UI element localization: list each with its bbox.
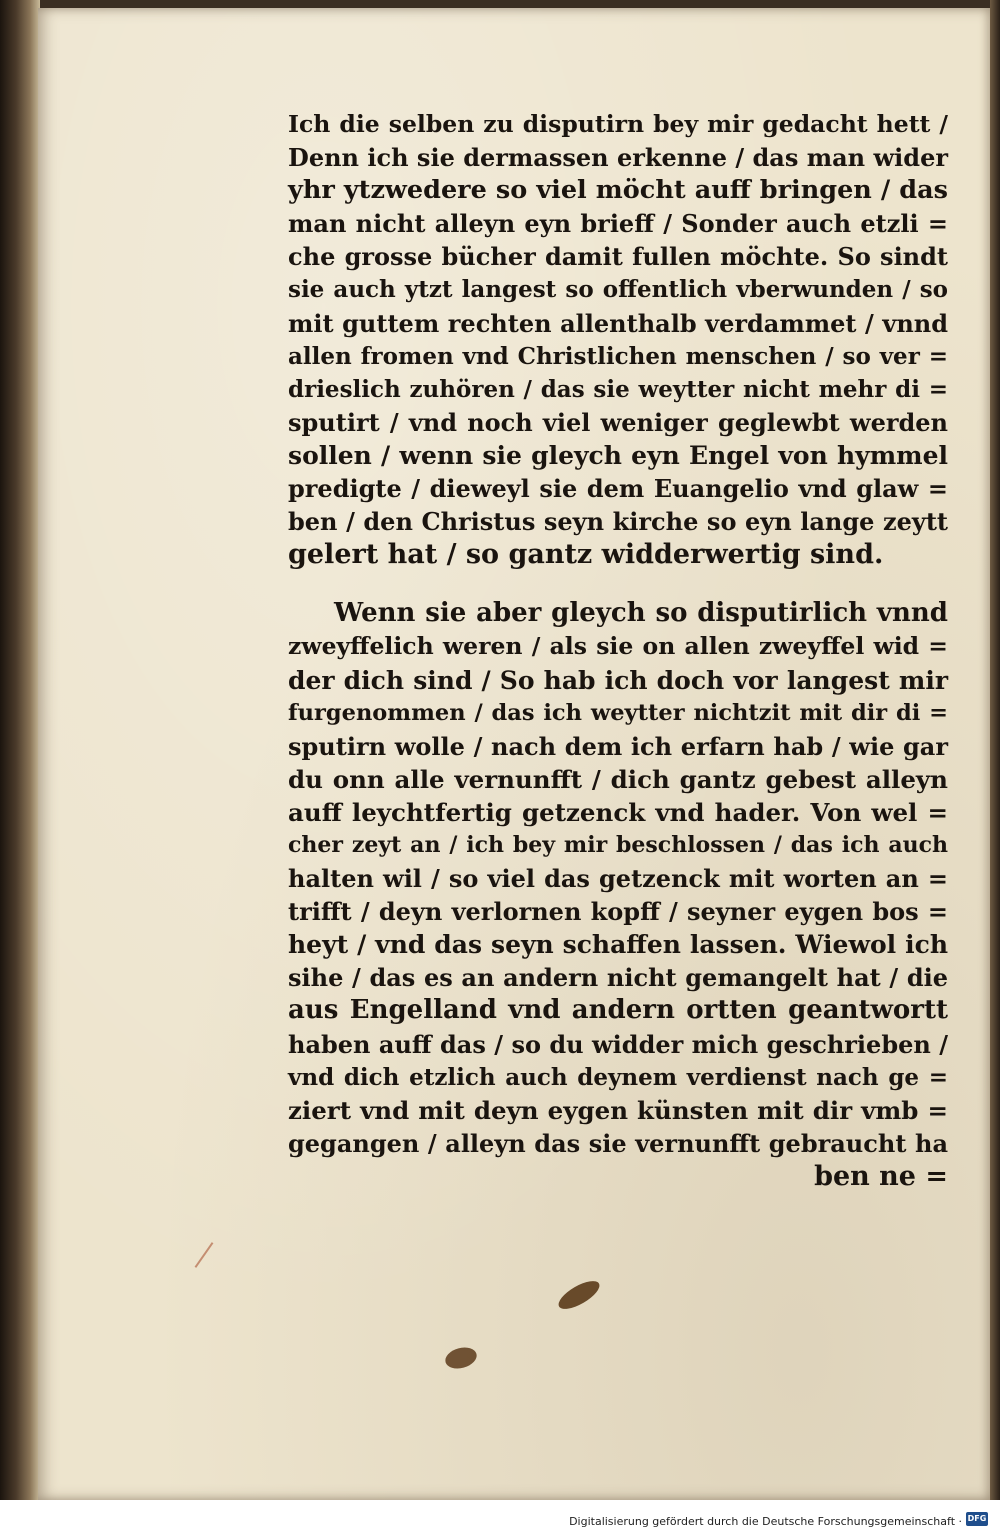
text-line: gelert hat / so gantz widderwertig sind. — [288, 539, 884, 571]
text-line: sputirt / vnd noch viel weniger geglewbt werden — [288, 407, 948, 437]
paragraph-1 — [288, 108, 948, 571]
ink-stain — [443, 1344, 479, 1372]
ink-mark — [195, 1242, 214, 1268]
text-line: vnd dich etzlich auch deynem verdienst nach ge = — [288, 1063, 948, 1091]
text-line: predigte / dieweyl sie dem Euangelio vnd glaw = — [288, 474, 948, 504]
text-line: allen fromen vnd Christlichen menschen / so ver = — [288, 342, 948, 370]
ink-stain — [555, 1276, 604, 1315]
catchword: ben ne = — [814, 1160, 948, 1192]
text-line: gegangen / alleyn das sie vernunfft gebraucht ha — [288, 1128, 948, 1158]
paragraph-gap — [288, 571, 948, 597]
text-line: heyt / vnd das seyn schaffen lassen. Wiewol ich — [288, 930, 948, 960]
text-block — [288, 108, 948, 1193]
text-line: man nicht alleyn eyn brieff / Sonder auch etzli = — [288, 209, 948, 239]
text-line: der dich sind / So hab ich doch vor langest mir — [288, 665, 948, 695]
text-line: sihe / das es an andern nicht gemangelt hat / die — [288, 963, 948, 993]
text-line: yhr ytzwedere so viel möcht auff bringen / das — [288, 175, 948, 206]
footer-credit: Digitalisierung gefördert durch die Deutsche Forschungsgemeinschaft · — [569, 1515, 962, 1528]
text-line: auff leychtfertig getzenck vnd hader. Von wel = — [288, 797, 948, 827]
paragraph-2 — [288, 597, 948, 1160]
text-line: aus Engelland vnd andern ortten geantwortt — [288, 995, 948, 1026]
text-line: trifft / deyn verlornen kopff / seyner eygen bos = — [288, 897, 948, 927]
text-line: ben / den Christus seyn kirche so eyn lange zeytt — [288, 507, 948, 537]
text-line: Wenn sie aber gleych so disputirlich vnnd — [334, 598, 948, 629]
book-spine-edge — [0, 0, 40, 1531]
text-line: Ich die selben zu disputirn bey mir gedacht hett / — [288, 110, 948, 138]
text-line: haben auff das / so du widder mich geschrieben / — [288, 1029, 948, 1059]
text-line: mit guttem rechten allenthalb verdammet / vnnd — [288, 308, 948, 338]
text-line: drieslich zuhören / das sie weytter nicht mehr di = — [288, 375, 948, 403]
text-line: che grosse bücher damit fullen möchte. So sindt — [288, 242, 948, 272]
text-line: cher zeyt an / ich bey mir beschlossen / das ich auch — [288, 831, 948, 858]
text-line: sie auch ytzt langest so offentlich vberwunden / so — [288, 276, 948, 304]
text-line: ziert vnd mit deyn eygen künsten mit dir vmb = — [288, 1095, 948, 1125]
text-line: halten wil / so viel das getzenck mit worten an = — [288, 864, 948, 894]
text-line: sputirn wolle / nach dem ich erfarn hab / wie gar — [288, 731, 948, 761]
text-line: furgenommen / das ich weytter nichtzit mit dir di = — [288, 699, 948, 726]
dfg-logo: DFG — [966, 1512, 988, 1526]
text-line: zweyffelich weren / als sie on allen zweyffel wid = — [288, 632, 948, 661]
text-line: du onn alle vernunfft / dich gantz gebest alleyn — [288, 764, 948, 794]
text-line: sollen / wenn sie gleych eyn Engel von hymmel — [288, 440, 948, 470]
book-page — [38, 8, 990, 1500]
text-line: Denn ich sie dermassen erkenne / das man wider — [288, 143, 948, 173]
book-binding-right — [990, 0, 1000, 1500]
